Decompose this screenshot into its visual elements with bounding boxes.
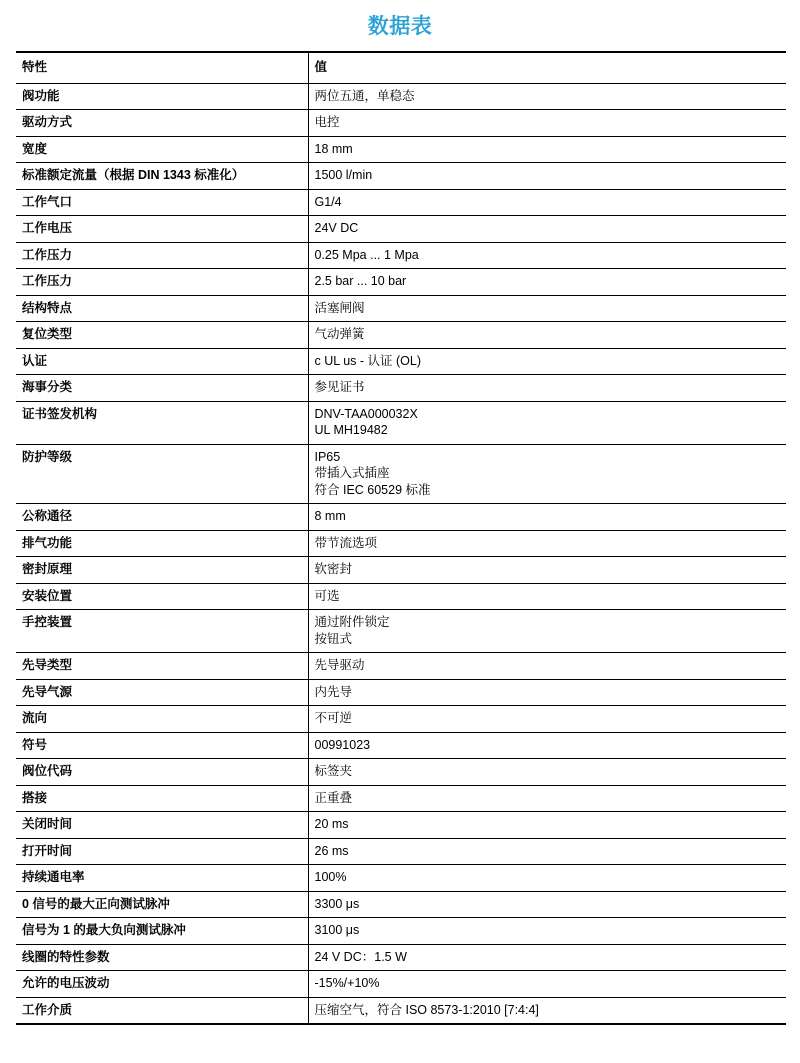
row-value — [308, 375, 786, 402]
row-value — [308, 759, 786, 786]
table-row — [16, 216, 786, 243]
table-row — [16, 295, 786, 322]
table-row — [16, 583, 786, 610]
row-value-line: 26 ms — [314, 843, 349, 858]
row-property: 搭接 — [16, 785, 308, 812]
row-value — [308, 110, 786, 137]
row-value-line: 内先导 — [314, 684, 353, 699]
table-row — [16, 322, 786, 349]
row-value — [308, 322, 786, 349]
row-property: 持续通电率 — [16, 865, 308, 892]
table-row — [16, 732, 786, 759]
table-row — [16, 189, 786, 216]
row-value-line: 正重叠 — [314, 790, 353, 805]
table-row — [16, 375, 786, 402]
row-property: 信号为 1 的最大负向测试脉冲 — [16, 918, 308, 945]
row-value — [308, 812, 786, 839]
row-value — [308, 242, 786, 269]
row-value — [308, 401, 786, 444]
row-property: 阀位代码 — [16, 759, 308, 786]
row-value — [308, 838, 786, 865]
row-value-line: 不可逆 — [314, 711, 353, 725]
row-property: 线圈的特性参数 — [16, 944, 308, 971]
table-row — [16, 944, 786, 971]
table-header-row — [16, 52, 786, 83]
table-row — [16, 83, 786, 110]
row-property: 工作电压 — [16, 216, 308, 243]
row-value-line: 100% — [314, 870, 347, 884]
row-value — [308, 785, 786, 812]
row-value — [308, 918, 786, 945]
row-value-line: 先导驱动 — [314, 658, 365, 672]
row-property: 密封原理 — [16, 557, 308, 584]
row-property: 复位类型 — [16, 322, 308, 349]
row-value-line: 18 mm — [314, 141, 353, 156]
row-property: 打开时间 — [16, 838, 308, 865]
table-row — [16, 610, 786, 653]
row-value — [308, 997, 786, 1024]
row-value — [308, 706, 786, 733]
row-value-line: 两位五通，单稳态 — [314, 88, 415, 103]
table-row — [16, 504, 786, 531]
row-value-line: 可选 — [314, 588, 340, 603]
row-value — [308, 891, 786, 918]
row-property: 流向 — [16, 706, 308, 733]
row-property: 工作介质 — [16, 997, 308, 1024]
row-value-line: 24 V DC：1.5 W — [314, 949, 407, 964]
table-row — [16, 865, 786, 892]
row-property: 结构特点 — [16, 295, 308, 322]
table-row — [16, 136, 786, 163]
row-property: 公称通径 — [16, 504, 308, 531]
row-value — [308, 504, 786, 531]
row-value-line: 24V DC — [314, 221, 359, 235]
row-property: 标准额定流量（根据 DIN 1343 标准化） — [16, 163, 308, 190]
table-row — [16, 918, 786, 945]
table-row — [16, 971, 786, 998]
table-row — [16, 997, 786, 1024]
table-row — [16, 401, 786, 444]
table-row — [16, 242, 786, 269]
row-property: 安装位置 — [16, 583, 308, 610]
row-property: 允许的电压波动 — [16, 971, 308, 998]
row-property: 海事分类 — [16, 375, 308, 402]
row-value-line: 按钮式 — [314, 631, 353, 646]
row-value — [308, 136, 786, 163]
table-row — [16, 785, 786, 812]
row-value — [308, 971, 786, 998]
column-header-value: 值 — [308, 52, 786, 83]
row-value — [308, 557, 786, 584]
row-property: 排气功能 — [16, 530, 308, 557]
row-value — [308, 348, 786, 375]
row-value-line: IP65 — [314, 449, 341, 464]
row-property: 手控装置 — [16, 610, 308, 653]
row-property: 宽度 — [16, 136, 308, 163]
row-value-line: 0.25 Mpa ... 1 Mpa — [314, 247, 419, 262]
table-row — [16, 891, 786, 918]
row-value-line: 00991023 — [314, 737, 371, 752]
row-value — [308, 610, 786, 653]
table-row — [16, 838, 786, 865]
row-value-line: 8 mm — [314, 509, 346, 523]
row-property: 先导类型 — [16, 653, 308, 680]
table-row — [16, 269, 786, 296]
row-property: 工作气口 — [16, 189, 308, 216]
row-value-line: 气动弹簧 — [314, 327, 365, 341]
table-row — [16, 812, 786, 839]
row-value — [308, 583, 786, 610]
row-value — [308, 732, 786, 759]
row-property: 证书签发机构 — [16, 401, 308, 444]
row-property: 阀功能 — [16, 83, 308, 110]
row-property: 先导气源 — [16, 679, 308, 706]
row-value — [308, 944, 786, 971]
row-value-line: 3300 μs — [314, 896, 360, 911]
table-row — [16, 444, 786, 504]
table-row — [16, 348, 786, 375]
row-value-line: 20 ms — [314, 817, 349, 831]
table-row — [16, 530, 786, 557]
table-row — [16, 110, 786, 137]
row-value-line: 1500 l/min — [314, 168, 373, 182]
table-row — [16, 679, 786, 706]
row-value-line: UL MH19482 — [314, 423, 388, 437]
row-value — [308, 653, 786, 680]
row-value — [308, 679, 786, 706]
row-value — [308, 295, 786, 322]
row-value-line: DNV-TAA000032X — [314, 406, 418, 421]
row-value-line: 压缩空气，符合 ISO 8573-1:2010 [7:4:4] — [314, 1002, 539, 1017]
row-property: 关闭时间 — [16, 812, 308, 839]
row-value — [308, 163, 786, 190]
table-row — [16, 759, 786, 786]
row-value — [308, 530, 786, 557]
page-title: 数据表 — [367, 15, 433, 38]
row-value-line: 2.5 bar ... 10 bar — [314, 274, 407, 288]
row-property: 工作压力 — [16, 269, 308, 296]
row-value-line: -15%/+10% — [314, 976, 380, 990]
table-row — [16, 163, 786, 190]
row-property: 防护等级 — [16, 444, 308, 504]
row-value-line: 带插入式插座 — [314, 466, 390, 480]
row-value-line: 电控 — [314, 115, 340, 129]
row-value-line: 通过附件锁定 — [314, 615, 390, 629]
row-value — [308, 444, 786, 504]
row-value-line: c UL us - 认证 (OL) — [314, 353, 421, 368]
row-property: 认证 — [16, 348, 308, 375]
table-row — [16, 557, 786, 584]
specifications-table — [16, 51, 786, 1025]
row-value-line: 标签夹 — [314, 764, 353, 778]
row-value-line: 带节流选项 — [314, 535, 378, 550]
row-value-line: 符合 IEC 60529 标准 — [314, 482, 431, 497]
row-value-line: 活塞闸阀 — [314, 300, 365, 315]
row-value — [308, 865, 786, 892]
row-property: 工作压力 — [16, 242, 308, 269]
row-property: 0 信号的最大正向测试脉冲 — [16, 891, 308, 918]
row-value — [308, 83, 786, 110]
row-value-line: G1/4 — [314, 194, 342, 209]
row-property: 符号 — [16, 732, 308, 759]
row-value — [308, 189, 786, 216]
table-row — [16, 706, 786, 733]
row-value-line: 参见证书 — [314, 380, 365, 394]
row-value-line: 软密封 — [314, 562, 353, 576]
table-body — [16, 83, 786, 1024]
column-header-property: 特性 — [16, 52, 308, 83]
row-value-line: 3100 μs — [314, 923, 360, 937]
table-row — [16, 653, 786, 680]
row-property: 驱动方式 — [16, 110, 308, 137]
row-value — [308, 216, 786, 243]
row-value — [308, 269, 786, 296]
